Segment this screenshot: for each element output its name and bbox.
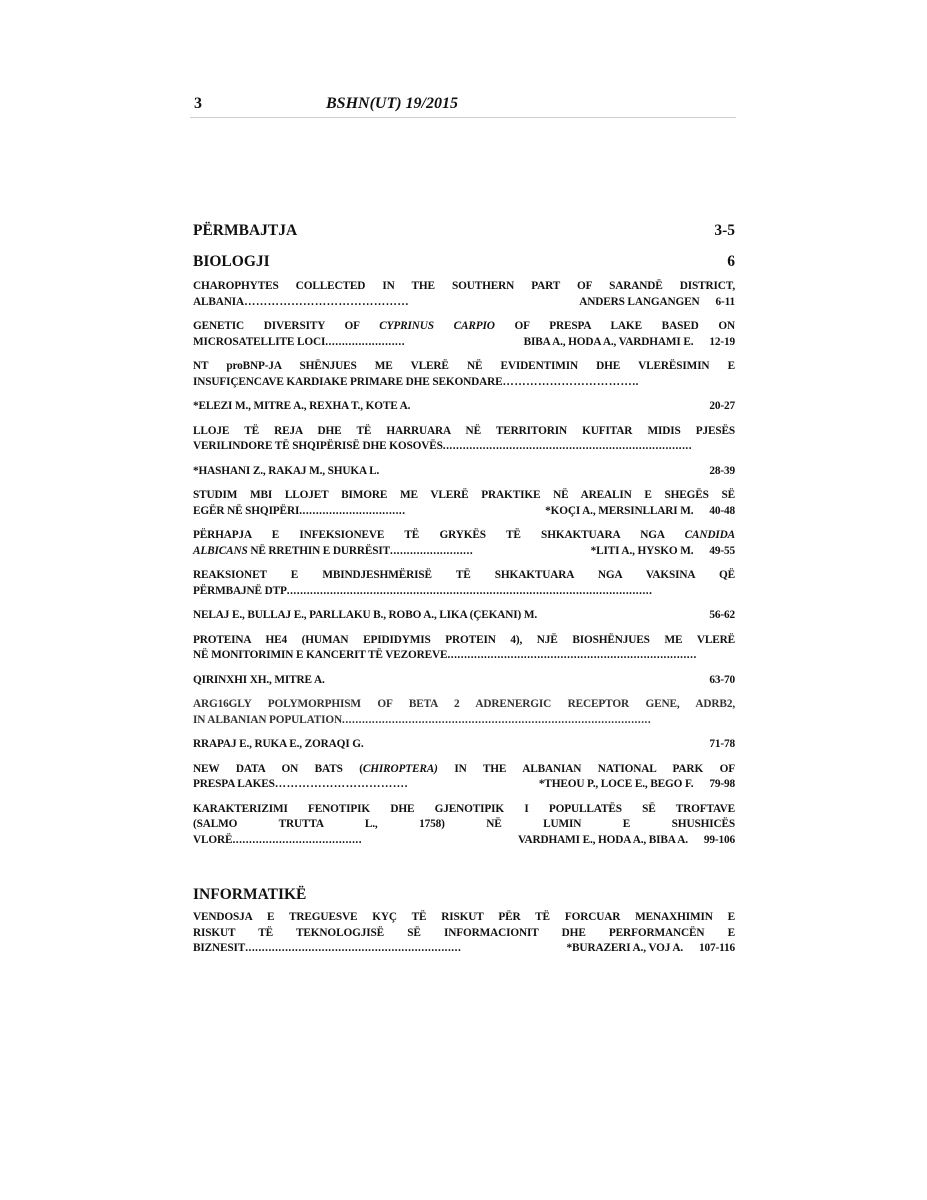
entry-last-line (193, 464, 735, 480)
leader-dots: ......................... (390, 544, 474, 557)
entry-title-end: RRAPAJ E., RUKA E., ZORAQI G. (193, 738, 364, 750)
entry-authors: *KOÇI A., MERSINLLARI M. (545, 504, 694, 517)
italic-term: CYPRINUS CARPIO (379, 320, 495, 332)
section-biologji (193, 253, 735, 271)
toc-entry (193, 568, 735, 599)
entry-title-end: EGËR NË SHQIPËRI (193, 504, 300, 517)
entry-title-end: BIZNESIT (193, 942, 246, 954)
toc-entry (193, 359, 735, 390)
entry-title-line: PËRHAPJA E INFEKSIONEVE TË GRYKËS TË SHKAKTUARA NGA CANDIDA (193, 529, 735, 541)
entry-title-line: REAKSIONET E MBINDJESHMËRISË TË SHKAKTUARA NGA VAKSINA QË (193, 569, 735, 581)
entry-last-line (193, 295, 735, 311)
entry-title-end: INSUFIÇENCAVE KARDIAKE PRIMARE DHE SEKONDARE (193, 375, 503, 388)
toc-entry (193, 802, 735, 849)
entry-title-end: ALBANIA (193, 295, 245, 308)
entry-last-line (193, 777, 735, 793)
entry-last-line (193, 941, 735, 957)
entry-last-line (193, 673, 735, 689)
leader-dots: ........................................................................... (447, 649, 697, 661)
section-label: BIOLOGJI (193, 253, 270, 270)
leader-dots: ........................ (325, 335, 406, 348)
leader-dots: ……………………………. (274, 778, 408, 790)
entry-title-line: GENETIC DIVERSITY OF CYPRINUS CARPIO OF PRESPA LAKE BASED ON (193, 320, 735, 332)
entry-title-line: NEW DATA ON BATS (CHIROPTERA) IN THE ALBANIAN NATIONAL PARK OF (193, 762, 735, 775)
page-number: 3 (194, 95, 202, 112)
entry-title-line: NT proBNP-JA SHËNJUES ME VLERË NË EVIDENTIMIN DHE VLERËSIMIN E (193, 360, 735, 372)
entry-pages: 28-39 (709, 464, 735, 477)
entry-pages: 49-55 (709, 544, 735, 557)
entry-authors: *THEOU P., LOCE E., BEGO F. (538, 778, 694, 790)
section-label: INFORMATIKË (193, 886, 307, 903)
leader-dots: …………………………………… (244, 295, 410, 308)
entry-authors: VARDHAMI E., HODA A., BIBA A. (517, 833, 688, 846)
entry-last-line (193, 335, 735, 351)
toc-entry (193, 737, 735, 753)
entry-last-line (193, 833, 735, 849)
entry-last-line (193, 584, 735, 600)
toc-heading-pages: 3-5 (714, 222, 735, 239)
entry-title-line: (SALMO TRUTTA L., 1758) NË LUMIN E SHUSHICËS (193, 818, 735, 830)
entry-title-end: *HASHANI Z., RAKAJ M., SHUKA L. (193, 464, 380, 477)
toc-entry (193, 488, 735, 519)
toc-entry (193, 910, 735, 957)
entry-title-end: *ELEZI M., MITRE A., REXHA T., KOTE A. (193, 400, 411, 412)
entry-title-end: IN ALBANIAN POPULATION (193, 713, 343, 726)
entry-pages: 63-70 (709, 673, 735, 686)
toc-entry (193, 673, 735, 689)
entry-pages: 40-48 (709, 504, 735, 517)
toc-entry (193, 279, 735, 310)
entry-authors: *BURAZERI A., VOJ A. (566, 942, 684, 954)
entry-pages: 56-62 (709, 609, 735, 621)
entry-pages: 71-78 (709, 738, 735, 750)
italic-term: CANDIDA (684, 529, 735, 541)
toc-entry (193, 528, 735, 559)
toc-entry (193, 464, 735, 480)
entry-title-line: PROTEINA HE4 (HUMAN EPIDIDYMIS PROTEIN 4), NJË BIOSHËNJUES ME VLERË (193, 633, 735, 646)
leader-dots: .............................................................................................................. (286, 584, 653, 597)
leader-dots: ................................................................. (245, 942, 462, 954)
toc-entry (193, 697, 735, 728)
entry-last-line (193, 399, 735, 415)
toc-entry (193, 633, 735, 664)
toc-heading (193, 222, 735, 240)
leader-dots: ........................................................................... (442, 440, 693, 452)
entry-title-line: CHAROPHYTES COLLECTED IN THE SOUTHERN PART OF SARANDË DISTRICT, (193, 280, 735, 292)
entry-last-line (193, 608, 735, 624)
entry-title-end: ALBICANS NË RRETHIN E DURRËSIT (193, 544, 391, 557)
toc-entry (193, 399, 735, 415)
italic-term: ALBICANS (193, 544, 248, 557)
entry-title-line: STUDIM MBI LLOJET BIMORE ME VLERË PRAKTIKE NË AREALIN E SHEGËS SË (193, 489, 735, 501)
entry-authors: BIBA A., HODA A., VARDHAMI E. (523, 335, 694, 348)
journal-title: BSHN(UT) 19/2015 (326, 95, 458, 112)
entry-authors: *LITI A., HYSKO M. (590, 544, 694, 557)
leader-dots: …………………………….. (502, 375, 639, 388)
toc-entry (193, 424, 735, 455)
entry-title-line: RISKUT TË TEKNOLOGJISË SË INFORMACIONIT DHE PERFORMANCËN E (193, 926, 735, 939)
entry-title-end: VERILINDORE TË SHQIPËRISË DHE KOSOVËS (193, 440, 443, 452)
entry-title-end: MICROSATELLITE LOCI (193, 335, 326, 348)
running-header (190, 93, 736, 118)
entry-title-end: NELAJ E., BULLAJ E., PARLLAKU B., ROBO A., LIKA (ÇEKANI) M. (193, 609, 538, 621)
entry-authors: ANDERS LANGANGEN (579, 295, 700, 308)
toc-entry (193, 319, 735, 350)
table-of-contents (193, 222, 735, 966)
entry-title-line: ARG16GLY POLYMORPHISM OF BETA 2 ADRENERGIC RECEPTOR GENE, ADRB2, (193, 698, 735, 710)
entry-last-line (193, 648, 735, 664)
entry-title-line: LLOJE TË REJA DHE TË HARRUARA NË TERRITORIN KUFITAR MIDIS PJESËS (193, 424, 735, 437)
entry-pages: 99-106 (703, 833, 735, 846)
entry-last-line (193, 544, 735, 560)
toc-entry (193, 762, 735, 793)
entry-title-end: QIRINXHI XH., MITRE A. (193, 673, 325, 686)
entry-pages: 79-98 (709, 778, 735, 790)
section-page: 6 (727, 253, 735, 270)
entry-pages: 107-116 (699, 942, 735, 954)
entry-title-end: PËRMBAJNË DTP (193, 584, 287, 597)
entry-last-line (193, 713, 735, 729)
toc-heading-label: PËRMBAJTJA (193, 222, 298, 239)
entry-title-end: NË MONITORIMIN E KANCERIT TË VEZOREVE (193, 649, 448, 661)
entry-last-line (193, 439, 735, 455)
entry-title-end: VLORË (193, 833, 233, 846)
entry-last-line (193, 504, 735, 520)
informatics-entries (193, 910, 735, 957)
entry-pages: 6-11 (715, 295, 735, 308)
entry-title-line: KARAKTERIZIMI FENOTIPIK DHE GJENOTIPIK I POPULLATËS SË TROFTAVE (193, 802, 735, 815)
entry-title-end: PRESPA LAKES (193, 778, 275, 790)
leader-dots: ................................ (299, 504, 406, 517)
section-informatike (193, 886, 735, 904)
entry-pages: 20-27 (709, 400, 735, 412)
leader-dots: ....................................... (232, 833, 363, 846)
italic-term: CHIROPTERA) (362, 762, 438, 775)
biology-entries (193, 279, 735, 848)
entry-last-line (193, 375, 735, 391)
entry-last-line (193, 737, 735, 753)
toc-entry (193, 608, 735, 624)
entry-pages: 12-19 (709, 335, 735, 348)
leader-dots: ............................................................................................. (342, 713, 652, 726)
entry-title-line: VENDOSJA E TREGUESVE KYÇ TË RISKUT PËR TË FORCUAR MENAXHIMIN E (193, 911, 735, 923)
